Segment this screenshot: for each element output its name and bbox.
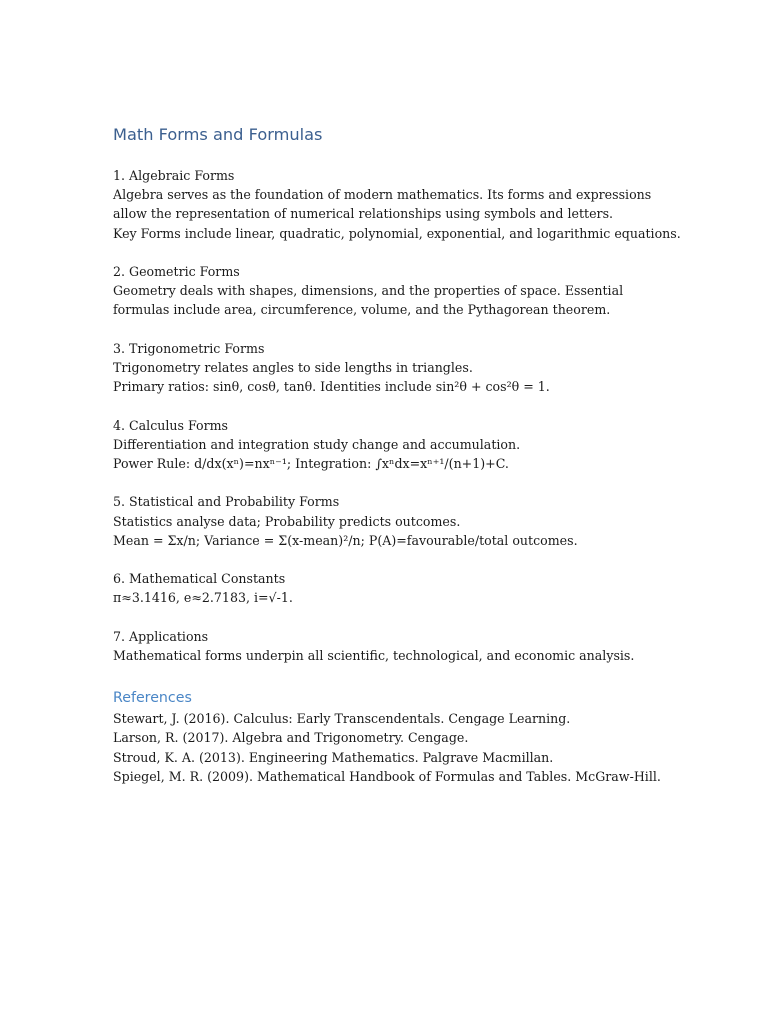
document-page <box>113 124 681 786</box>
section-statistical-forms <box>113 492 673 550</box>
section-text-line: Power Rule: d/dx(xⁿ)=nxⁿ⁻¹; Integration: ∫xⁿdx=xⁿ⁺¹/(n+1)+C. <box>113 456 509 471</box>
section-applications <box>113 627 673 665</box>
section-heading: 3. Trigonometric Forms <box>113 340 265 356</box>
references-list <box>113 709 673 786</box>
section-trigonometric-forms <box>113 339 673 397</box>
section-text-line: Key Forms include linear, quadratic, polynomial, exponential, and logarithmic equations. <box>113 225 681 241</box>
section-geometric-forms <box>113 262 673 320</box>
reference-item: Larson, R. (2017). Algebra and Trigonometry. Cengage. <box>113 730 469 746</box>
reference-item: Stroud, K. A. (2013). Engineering Mathematics. Palgrave Macmillan. <box>113 749 554 765</box>
reference-item: Stewart, J. (2016). Calculus: Early Transcendentals. Cengage Learning. <box>113 711 571 727</box>
references-title: References <box>113 690 192 707</box>
section-algebraic-forms <box>113 166 681 243</box>
section-heading: 5. Statistical and Probability Forms <box>113 494 340 510</box>
reference-item: Spiegel, M. R. (2009). Mathematical Handbook of Formulas and Tables. McGraw-Hill. <box>113 768 661 784</box>
section-text-line: Trigonometry relates angles to side lengths in triangles. <box>113 360 473 375</box>
section-heading: 1. Algebraic Forms <box>113 168 235 183</box>
section-text-line: Statistics analyse data; Probability predicts outcomes. <box>113 513 461 529</box>
section-text-line: Mathematical forms underpin all scientific, technological, and economic analysis. <box>113 647 635 663</box>
section-heading: 7. Applications <box>113 628 209 644</box>
section-text-line: Mean = Σx/n; Variance = Σ(x-mean)²/n; P(A)=favourable/total outcomes. <box>113 532 578 548</box>
section-text-line: π≈3.1416, e≈2.7183, i=√-1. <box>113 590 293 606</box>
section-paragraph: Geometry deals with shapes, dimensions, and the properties of space. Essential formulas include area, circumference, volume, and the Pythagorean theorem. <box>113 283 624 318</box>
section-calculus-forms <box>113 416 673 474</box>
section-mathematical-constants <box>113 569 673 607</box>
section-paragraph: Algebra serves as the foundation of modern mathematics. Its forms and expressions allow the representation of numerical relationships using symbols and letters. <box>113 187 652 222</box>
section-heading: 4. Calculus Forms <box>113 417 229 433</box>
section-heading: 6. Mathematical Constants <box>113 571 286 587</box>
document-title: Math Forms and Formulas <box>113 125 323 144</box>
section-heading: 2. Geometric Forms <box>113 264 240 279</box>
section-text-line: Differentiation and integration study change and accumulation. <box>113 436 521 452</box>
section-text-line: Primary ratios: sinθ, cosθ, tanθ. Identities include sin²θ + cos²θ = 1. <box>113 379 550 395</box>
